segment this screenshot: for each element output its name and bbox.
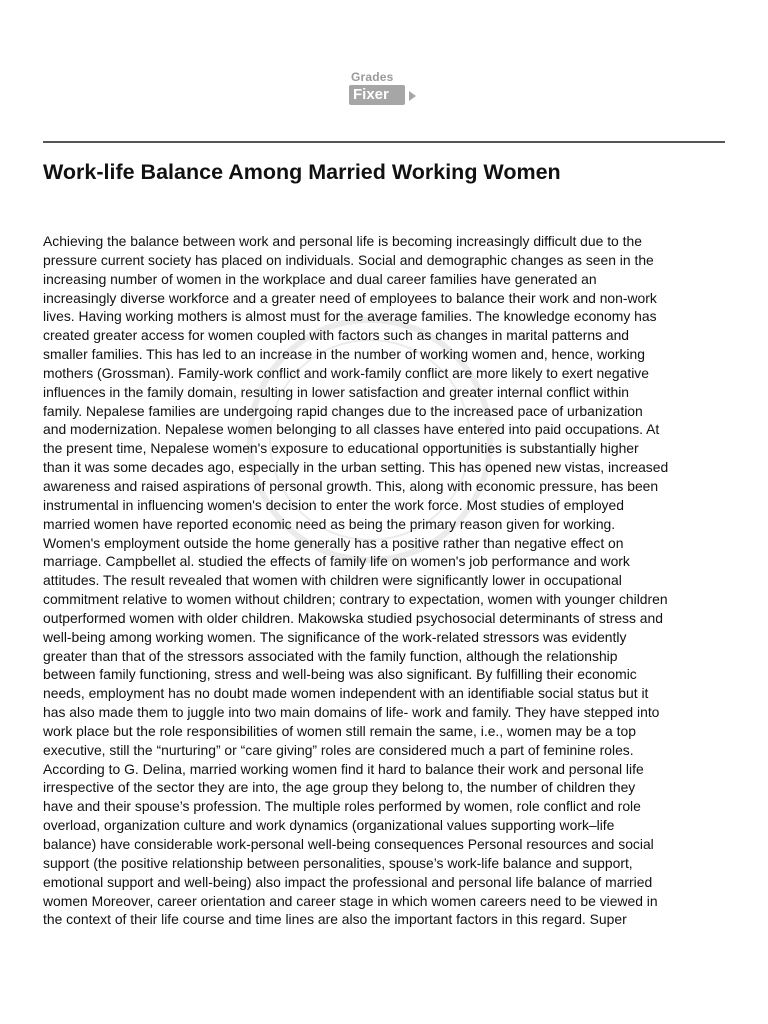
logo-badge-text: Fixer <box>353 86 389 103</box>
body-line: overload, organization culture and work dynamics (organizational values supporting work–life <box>43 817 615 834</box>
body-line: awareness and raised aspirations of personal growth. This, along with economic pressure, has been <box>43 477 659 494</box>
body-line: created greater access for women coupled with factors such as changes in marital patterns and <box>43 327 630 344</box>
body-line: commitment relative to women without children; contrary to expectation, women with younger children <box>43 591 668 608</box>
logo-badge <box>349 85 405 105</box>
body-line: emotional support and well-being) also impact the professional and personal life balance of married <box>43 873 653 890</box>
body-line: and modernization. Nepalese women belonging to all classes have entered into paid occupations. At <box>43 421 660 438</box>
body-line: the present time, Nepalese women's exposure to educational opportunities is substantially higher <box>43 440 639 457</box>
body-line: smaller families. This has led to an increase in the number of working women and, hence, working <box>43 346 645 363</box>
body-line: between family functioning, stress and well-being was also significant. By fulfilling their economic <box>43 666 637 683</box>
body-line: work place but the role responsibilities of women still remain the same, i.e., women may be a top <box>43 722 636 739</box>
body-line: attitudes. The result revealed that women with children were significantly lower in occupational <box>43 572 622 589</box>
body-line: greater than that of the stressors associated with the family function, although the relationship <box>43 647 618 664</box>
body-line: balance) have considerable work-personal well-being consequences Personal resources and social <box>43 836 654 852</box>
header-divider <box>43 141 725 143</box>
body-line: According to G. Delina, married working women find it hard to balance their work and personal life <box>43 760 644 777</box>
body-line: increasing number of women in the workplace and dual career families have generated an <box>43 270 597 287</box>
body-line: than it was some decades ago, especially in the urban setting. This has opened new vistas, increased <box>43 459 669 476</box>
body-line: women Moreover, career orientation and career stage in which women careers need to be viewed in <box>43 892 658 909</box>
gradesfixer-logo <box>347 70 421 108</box>
body-line: executive, still the “nurturing” or “care giving” roles are considered much a part of feminine roles. <box>43 741 634 758</box>
body-line: needs, employment has no doubt made women independent with an identifiable social status but it <box>43 685 649 702</box>
body-line: lives. Having working mothers is almost must for the average families. The knowledge economy has <box>43 308 657 325</box>
body-line: outperformed women with older children. Makowska studied psychosocial determinants of stress and <box>43 609 663 626</box>
body-line: pressure current society has placed on individuals. Social and demographic changes as seen in the <box>43 251 654 268</box>
document-body <box>43 232 725 929</box>
body-line: married women have reported economic need as being the primary reason given for working. <box>43 515 616 532</box>
document-title: Work-life Balance Among Married Working Women <box>43 160 561 184</box>
body-line: family. Nepalese families are undergoing rapid changes due to the increased pace of urbanization <box>43 402 643 419</box>
body-line: the context of their life course and time lines are also the important factors in this regard. Super <box>43 911 627 928</box>
logo-arrow-icon <box>409 91 416 101</box>
logo-top-text: Grades <box>351 70 394 84</box>
body-line: well-being among working women. The significance of the work-related stressors was evidently <box>43 628 627 645</box>
body-line: irrespective of the sector they are into, the age group they belong to, the number of children they <box>43 779 636 796</box>
body-line: has also made them to juggle into two main domains of life- work and family. They have stepped into <box>43 704 660 721</box>
body-line: instrumental in influencing women's decision to enter the work force. Most studies of employed <box>43 496 624 513</box>
body-line: mothers (Grossman). Family-work conflict and work-family conflict are more likely to exert negative <box>43 364 649 381</box>
body-line: Achieving the balance between work and personal life is becoming increasingly difficult due to the <box>43 233 642 249</box>
body-line: marriage. Campbellet al. studied the effects of family life on women's job performance and work <box>43 553 630 570</box>
body-line: increasingly diverse workforce and a greater need of employees to balance their work and non-work <box>43 289 657 306</box>
body-line: have and their spouse’s profession. The multiple roles performed by women, role conflict and role <box>43 798 641 815</box>
body-line: support (the positive relationship between personalities, spouse’s work-life balance and support, <box>43 854 633 871</box>
body-line: influences in the family domain, resulting in lower satisfaction and greater internal conflict within <box>43 383 630 400</box>
body-line: Women's employment outside the home generally has a positive rather than negative effect on <box>43 534 624 551</box>
